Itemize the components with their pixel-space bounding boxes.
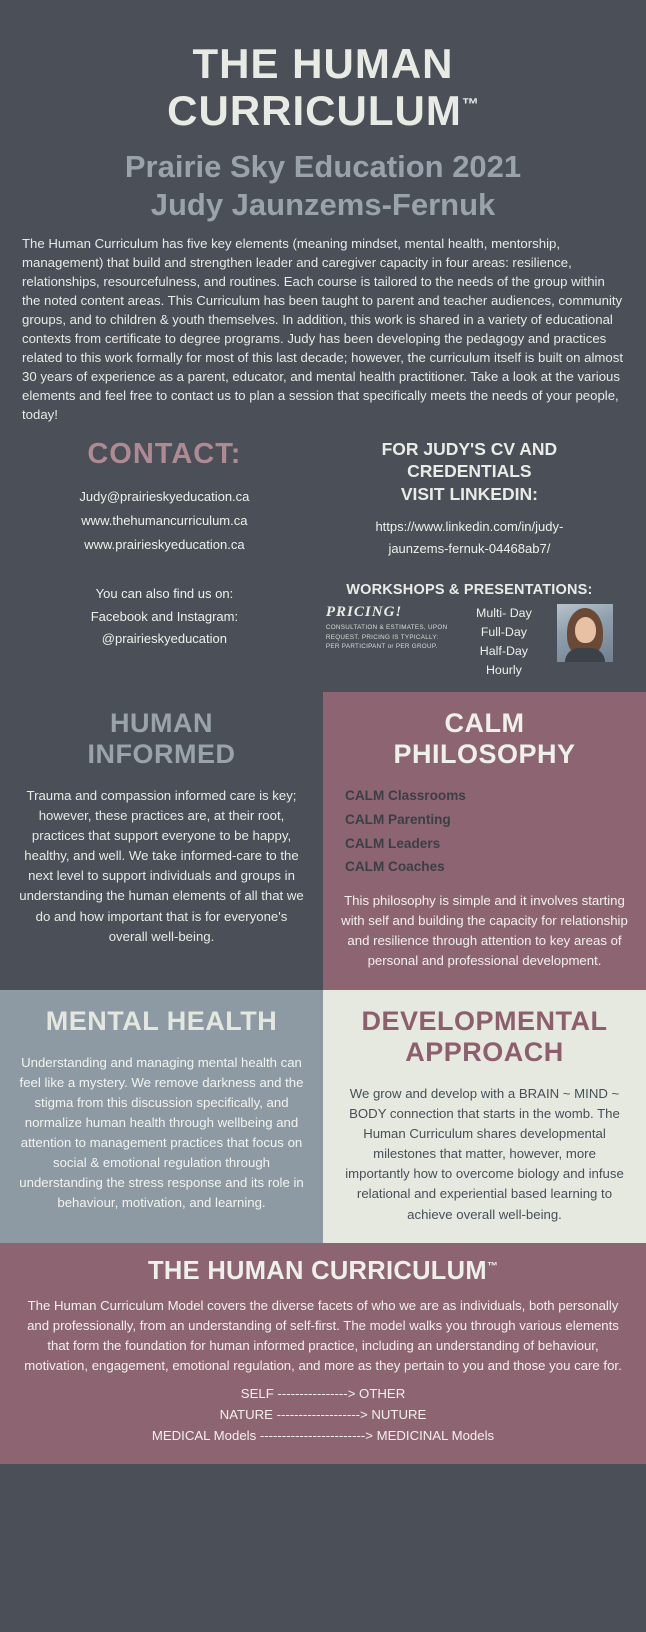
list-item: CALM Leaders bbox=[345, 835, 441, 851]
workshop-option: Multi- Day bbox=[476, 606, 532, 621]
arrow-self-other: SELF ----------------> OTHER bbox=[240, 1385, 406, 1401]
pricing-fine-print: CONSULTATION & ESTIMATES, UPON REQUEST. PRICING IS TYPICALLY: PER PARTICIPANT or PER GROUP. bbox=[325, 624, 448, 650]
panel-heading bbox=[18, 1006, 305, 1037]
linkedin-link-line-2: jaunzems-fernuk-04468ab7/ bbox=[388, 541, 551, 557]
arrow-medical-medicinal: MEDICAL Models ------------------------> MEDICINAL Models bbox=[151, 1427, 495, 1443]
footer-heading-text: THE HUMAN CURRICULUM bbox=[148, 1256, 487, 1285]
panel-heading-line-2: APPROACH bbox=[405, 1036, 564, 1067]
workshop-option: Half-Day bbox=[479, 643, 528, 658]
portrait-photo bbox=[557, 604, 613, 662]
cv-column bbox=[311, 438, 628, 680]
workshop-option: Hourly bbox=[485, 662, 522, 677]
title-line-1: THE HUMAN bbox=[192, 40, 454, 87]
list-item: CALM Coaches bbox=[345, 859, 445, 875]
panel-calm-philosophy bbox=[323, 692, 646, 990]
social-line-1: You can also find us on: bbox=[95, 585, 234, 601]
contact-heading: CONTACT: bbox=[87, 437, 242, 470]
footer-body: The Human Curriculum Model covers the diverse facets of who we are as individuals, both personally and professionally, from an understanding of self-first. The model walks you through various elements that form the foundation for human informed practice, including an understanding of behaviour, motivation, engagement, emotional regulation, and more as they pertain to you and those you care for. bbox=[24, 1297, 622, 1373]
panel-body: We grow and develop with a BRAIN ~ MIND ~ BODY connection that starts in the womb. The Human Curriculum shares developmental milestones that matter, however, more importantly how to overcome biology and infuse relational and experiential based learning to achieve overall well-being. bbox=[345, 1086, 624, 1222]
portrait-face bbox=[575, 617, 596, 643]
panel-heading-line-1: DEVELOPMENTAL bbox=[361, 1005, 608, 1036]
panel-heading-line-1: HUMAN bbox=[110, 707, 213, 738]
workshops-row bbox=[311, 604, 628, 679]
linkedin-link[interactable] bbox=[311, 516, 628, 560]
contact-website-2[interactable]: www.prairieskyeducation.ca bbox=[84, 536, 245, 552]
portrait-body bbox=[565, 648, 605, 662]
panel-heading-line-1: MENTAL HEALTH bbox=[45, 1005, 278, 1036]
panel-body: Trauma and compassion informed care is key; however, these practices are, at their root, practices that support everyone to be happy, healthy, and well. We take informed-care to the next level to support individuals and groups in understanding the human elements of all that we do and how important that is for everyone's overall well-being. bbox=[19, 788, 304, 944]
footer-section bbox=[0, 1243, 646, 1465]
contact-website-1[interactable]: www.thehumancurriculum.ca bbox=[81, 512, 248, 528]
trademark-symbol: ™ bbox=[461, 95, 479, 115]
workshop-options-list bbox=[459, 604, 549, 679]
social-handle[interactable]: @prairieskyeducation bbox=[101, 631, 227, 647]
cv-heading-line-3: VISIT LINKEDIN: bbox=[400, 484, 538, 505]
calm-list bbox=[341, 784, 628, 879]
panel-mental-health bbox=[0, 990, 323, 1243]
footer-trademark-symbol: ™ bbox=[486, 1260, 498, 1273]
header bbox=[0, 0, 646, 224]
panel-heading bbox=[341, 1006, 628, 1069]
panel-developmental-approach bbox=[323, 990, 646, 1243]
subtitle-author: Judy Jaunzems-Fernuk bbox=[150, 186, 496, 222]
panel-heading bbox=[341, 708, 628, 771]
cv-heading bbox=[311, 438, 628, 506]
pricing-block bbox=[326, 604, 451, 651]
contact-column bbox=[18, 438, 311, 680]
panel-body: This philosophy is simple and it involves starting with self and building the capacity for relationship and resilience through attention to key areas of personal and professional development. bbox=[341, 893, 628, 969]
social-line-2: Facebook and Instagram: bbox=[90, 608, 239, 624]
arrow-nature-nurture: NATURE -------------------> NUTURE bbox=[219, 1406, 427, 1422]
contact-email[interactable]: Judy@prairieskyeducation.ca bbox=[79, 488, 250, 504]
workshops-heading: WORKSHOPS & PRESENTATIONS: bbox=[346, 582, 593, 599]
contact-section bbox=[0, 430, 646, 684]
page-title bbox=[20, 40, 626, 134]
panel-heading bbox=[18, 708, 305, 771]
pricing-title: PRICING! bbox=[325, 604, 403, 621]
footer-arrows bbox=[22, 1384, 624, 1447]
subtitle-organization: Prairie Sky Education 2021 bbox=[124, 149, 522, 185]
cv-heading-line-2: CREDENTIALS bbox=[407, 461, 532, 482]
title-line-2: CURRICULUM bbox=[167, 87, 462, 135]
list-item: CALM Classrooms bbox=[345, 788, 466, 804]
linkedin-link-line-1: https://www.linkedin.com/in/judy- bbox=[375, 518, 564, 534]
subtitle bbox=[20, 148, 626, 224]
workshop-option: Full-Day bbox=[480, 624, 527, 639]
panel-grid bbox=[0, 692, 646, 1243]
panel-heading-line-2: INFORMED bbox=[87, 738, 236, 769]
panel-heading-line-2: PHILOSOPHY bbox=[393, 738, 576, 769]
footer-heading bbox=[22, 1257, 624, 1286]
social-media-block bbox=[18, 583, 311, 651]
cv-heading-line-1: FOR JUDY'S CV AND bbox=[381, 438, 558, 459]
panel-body: Understanding and managing mental health can feel like a mystery. We remove darkness and the stigma from this discussion specifically, and normalize human health through wellbeing and attention to management practices that focus on social & emotional regulation through understanding the stress response and its role in behaviour, motivation, and learning. bbox=[19, 1054, 304, 1211]
panel-heading-line-1: CALM bbox=[444, 707, 525, 738]
list-item: CALM Parenting bbox=[345, 811, 451, 827]
intro-paragraph: The Human Curriculum has five key elements (meaning mindset, mental health, mentorship, management) that build and strengthen leader and caregiver capacity in four areas: resilience, relationships, resourcefulness, and routines. Each course is tailored to the needs of the group within the noted content areas. This Curriculum has been taught to parent and teacher audiences, community groups, and to children & youth themselves. In addition, this work is shared in a variety of educational contexts from certificate to degree programs. Judy has been developing the pedagogy and practices related to this work formally for most of this last decade; however, the curriculum itself is built on almost 30 years of experience as a parent, educator, and mental health practitioner. Take a look at the various elements and feel free to contact us to plan a session that specifically meets the needs of your people, today! bbox=[22, 235, 624, 422]
panel-human-informed bbox=[0, 692, 323, 990]
contact-details bbox=[18, 485, 311, 557]
